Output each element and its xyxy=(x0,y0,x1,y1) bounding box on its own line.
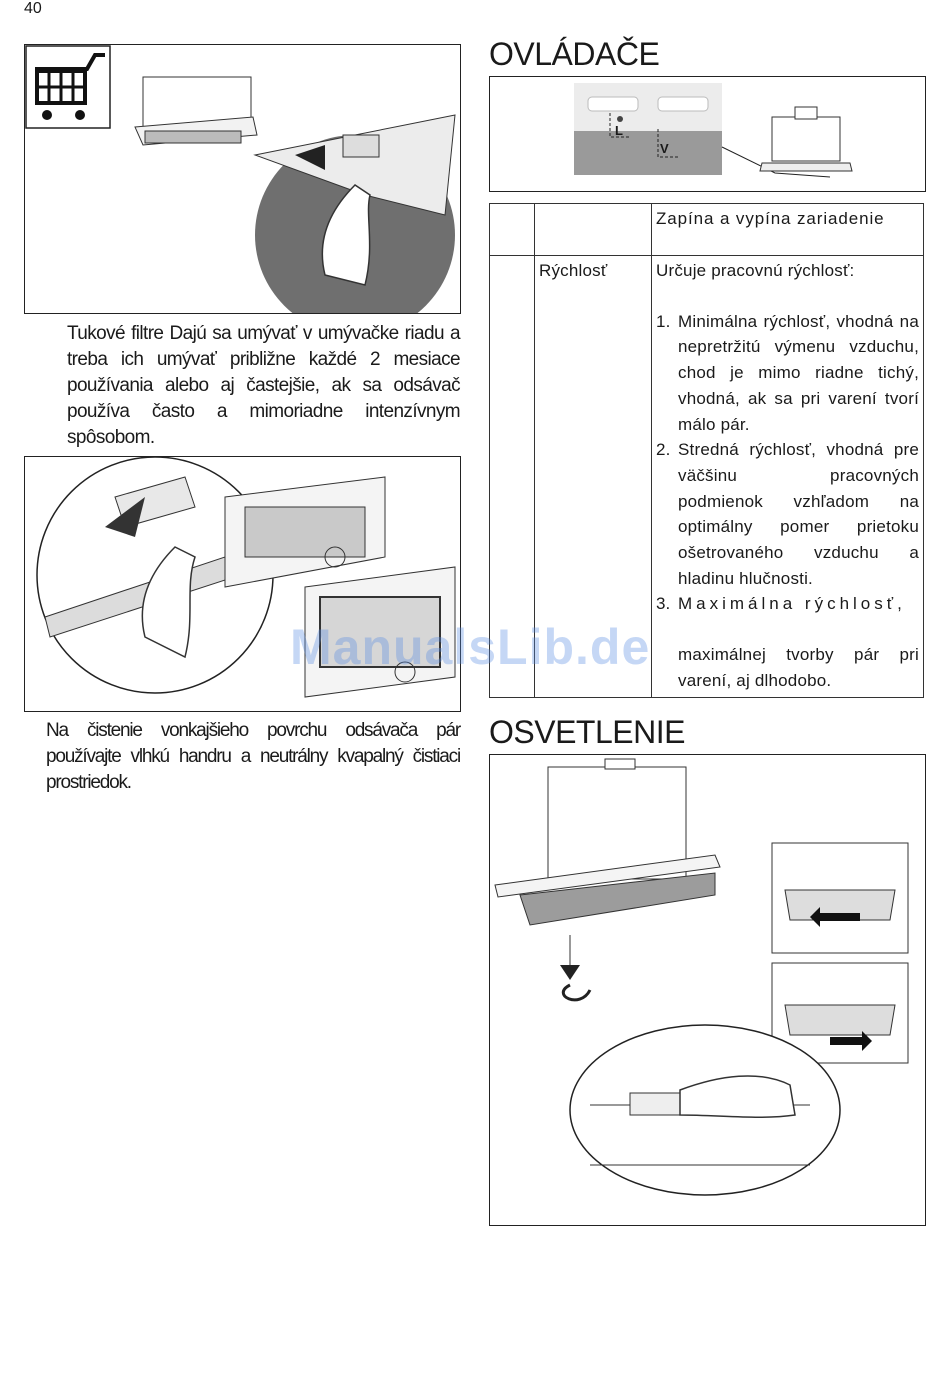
table-cell xyxy=(535,204,652,256)
table-row xyxy=(490,204,924,256)
onoff-description: Zapína a vypína zariadenie xyxy=(656,209,885,228)
list-item: maximálnej tvorby pár pri varení, aj dlhodobo. xyxy=(678,645,919,690)
controls-figure xyxy=(489,76,926,192)
grease-filter-paragraph: Tukové filtre Dajú sa umývať v umývačke riadu a treba ich umývať približne každé 2 mesiace používania alebo aj častejšie, ak sa odsávač používa často a mimoriadne intenzívnym spôsobom. xyxy=(67,323,460,448)
controls-illustration xyxy=(490,77,926,192)
speed-list xyxy=(656,309,919,694)
label-v: V xyxy=(660,141,669,156)
table-cell xyxy=(490,204,535,256)
controls-heading: OVLÁDAČE xyxy=(489,36,660,72)
watermark: ManualsLib.de xyxy=(290,619,651,675)
label-l: L xyxy=(615,123,623,138)
lighting-heading: OSVETLENIE xyxy=(489,714,685,750)
grease-filter-removal-figure xyxy=(24,44,461,314)
lighting-figure xyxy=(489,754,926,1226)
filter-removal-illustration xyxy=(25,45,461,314)
page-number: 40 xyxy=(24,0,42,17)
list-item: 2. Stredná rýchlosť, vhodná pre väčšinu pracovných podmienok vzhľadom na optimálny pomer prietoku ošetrovaného vzduchu a hladinu hlučnosti. xyxy=(656,440,919,588)
list-item: 1. Minimálna rýchlosť, vhodná na nepretržitú výmenu vzduchu, chod je mimo riadne tichý, vhodná, ak sa pri varení tvorí málo pár. xyxy=(656,311,919,434)
table-cell xyxy=(652,256,924,698)
list-item: 3. Maximálna rýchlosť, xyxy=(656,594,906,614)
speed-label: Rýchlosť xyxy=(535,256,652,698)
lighting-illustration xyxy=(490,755,926,1226)
table-cell xyxy=(652,204,924,256)
speed-description: Určuje pracovnú rýchlosť: xyxy=(656,261,855,280)
exterior-cleaning-paragraph: Na čistenie vonkajšieho povrchu odsávača pár používajte vlhkú handru a neutrálny kvapalný čistiaci prostriedok. xyxy=(46,720,460,793)
